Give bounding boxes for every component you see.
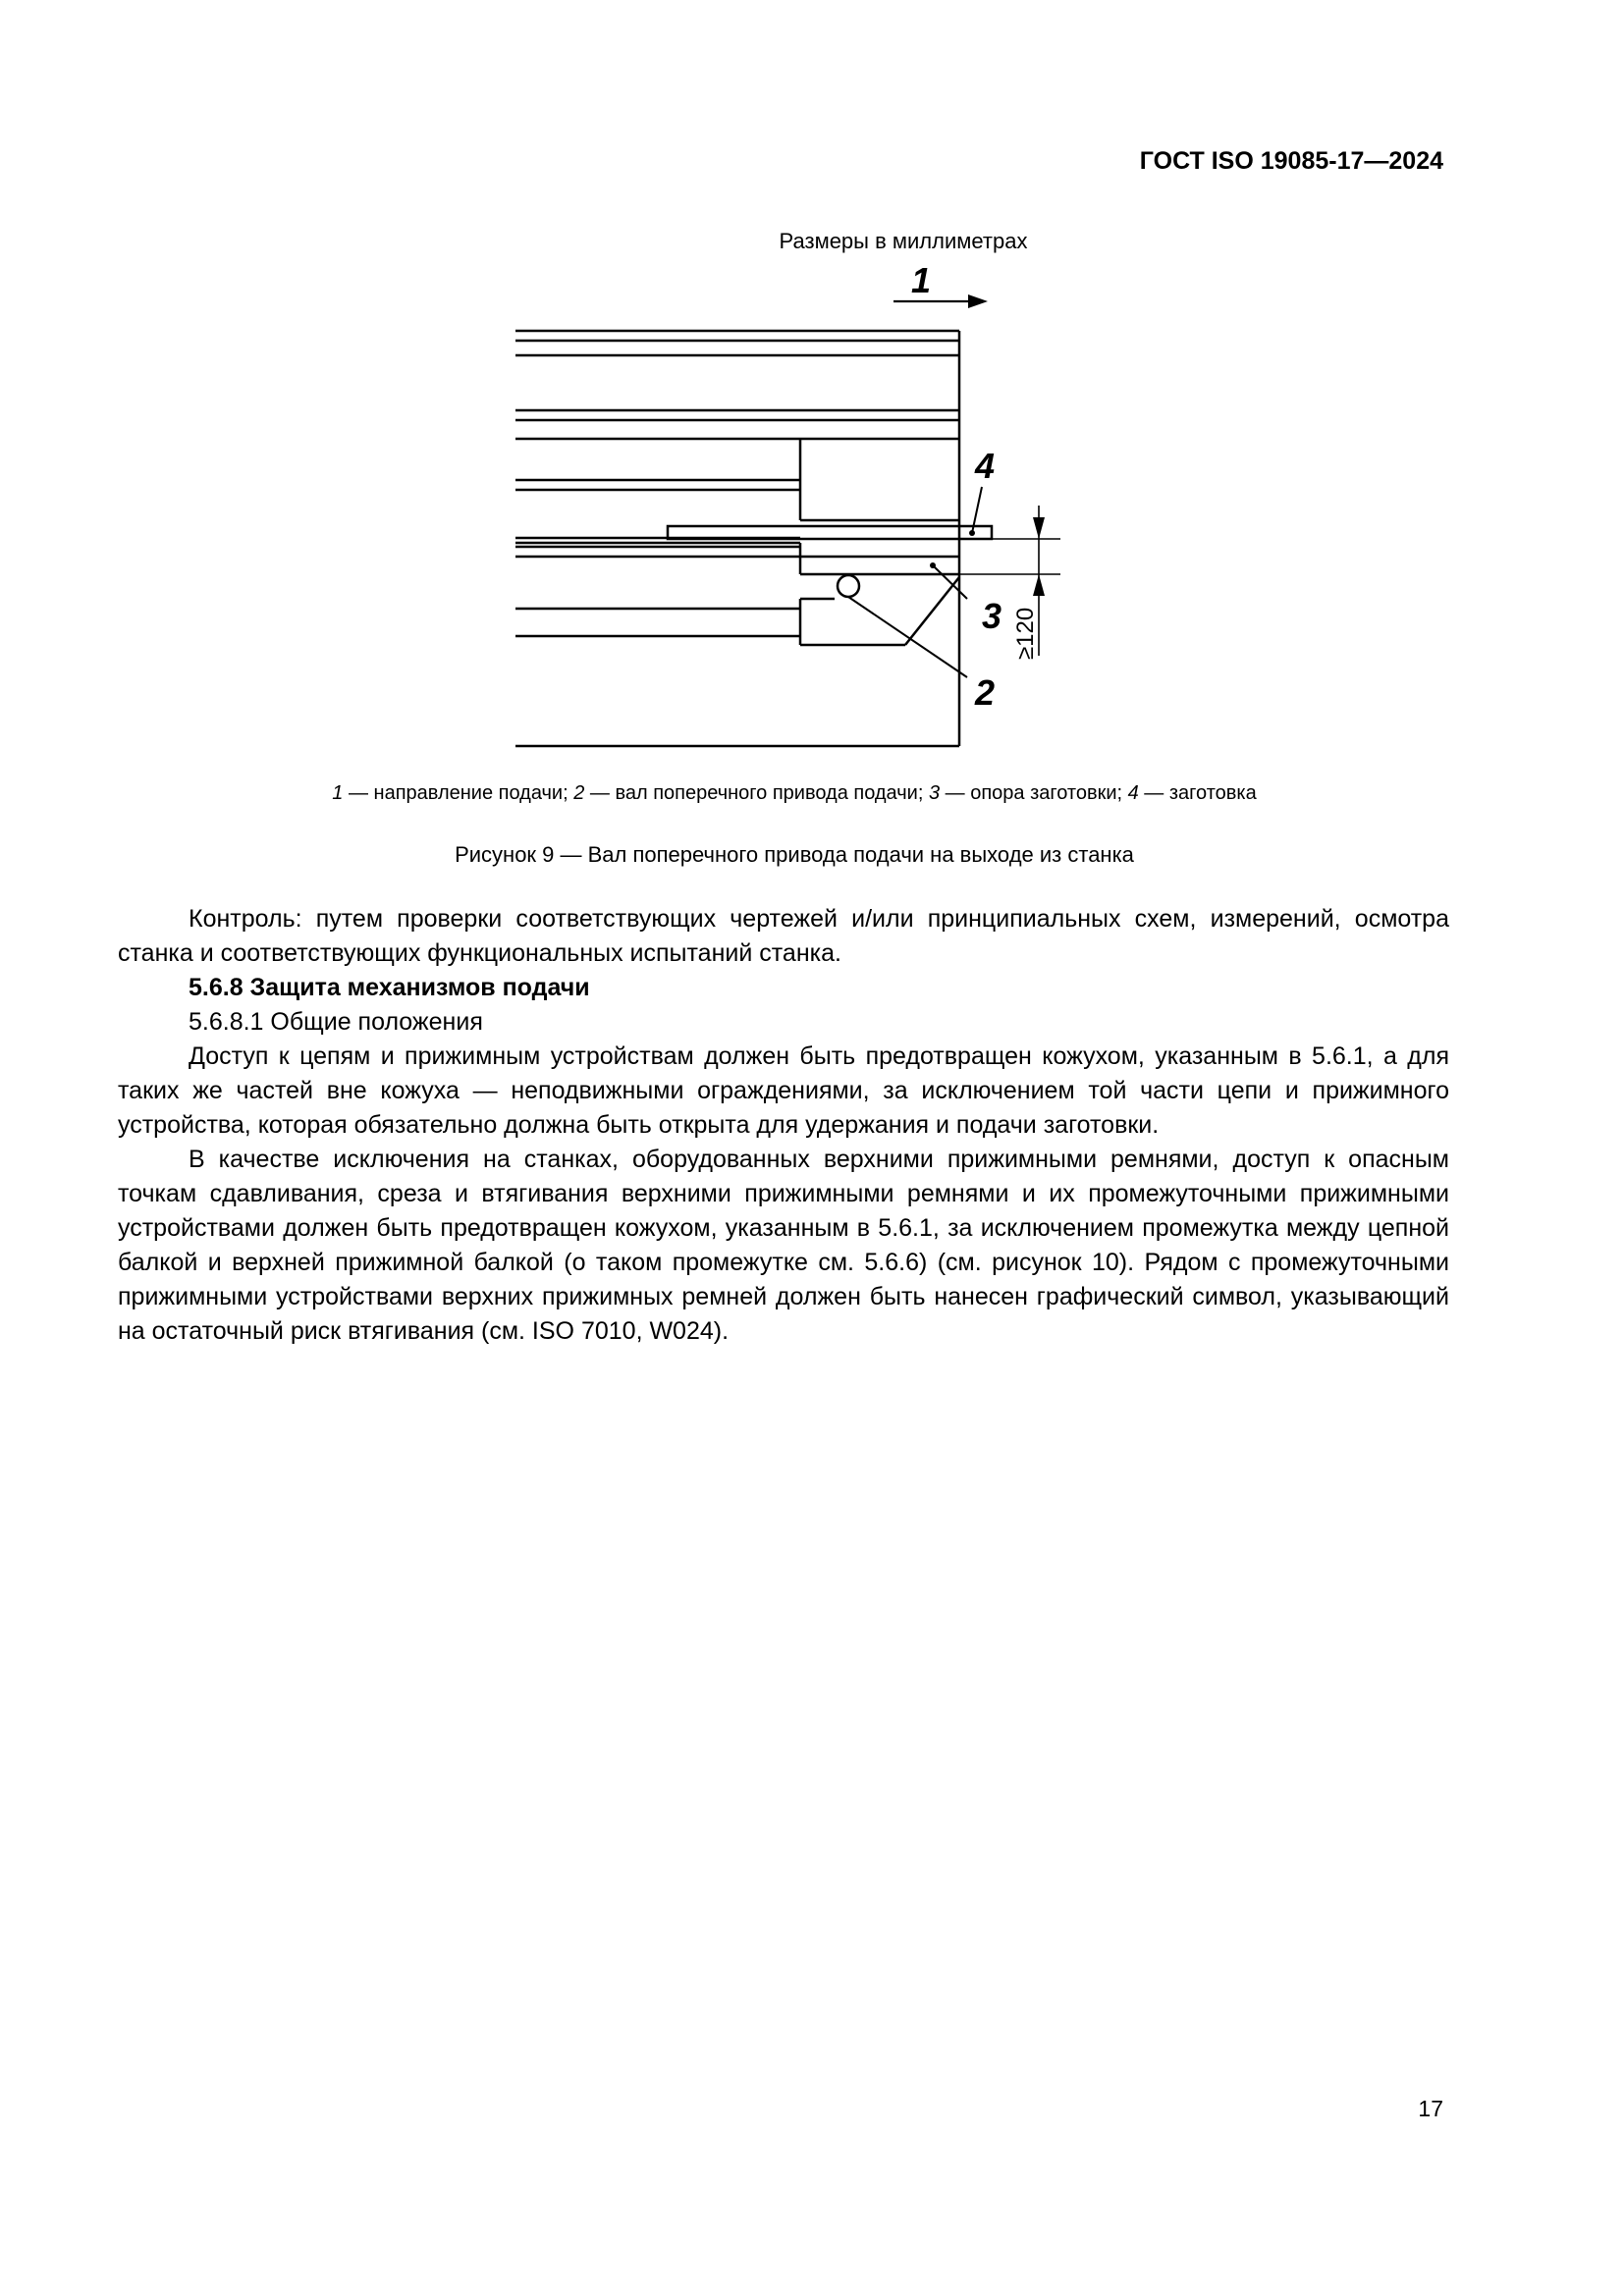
legend-text: — направление подачи; [343,782,574,804]
figure-label-1: 1 [911,260,932,300]
drive-housing-edge [905,577,959,645]
figure-label-4: 4 [975,446,996,486]
figure-label-3: 3 [982,596,1002,636]
figure-legend [137,782,1451,805]
body-text [118,902,1449,1349]
dim-arrowhead-top [1033,517,1045,539]
figure-label-2: 2 [975,672,996,713]
legend-text: — заготовка [1138,782,1257,804]
document-header: ГОСТ ISO 19085-17—2024 [1139,147,1443,175]
paragraph-exception: В качестве исключения на станках, оборудованных верхними прижимными ремнями, доступ к опасным точкам сдавливания, среза и втягивания верхними прижимными ремнями и их промежуточными прижимными устройствами должен быть предотвращен кожухом, указанным в 5.6.1, за исключением промежутка между цепной балкой и верхней прижимной балкой (о таком промежутке см. 5.6.6) (см. рисунок 10). Рядом с промежуточными прижимными устройствами верхних прижимных ремней должен быть нанесен графический символ, указывающий на остаточный риск втягивания (см. ISO 7010, W024). [118,1146,1449,1345]
legend-number: 3 [928,782,941,804]
leader-3-dot [930,562,936,568]
paragraph-control: Контроль: путем проверки соответствующих чертежей и/или принципиальных схем, измерений, осмотра станка и соответствующих функциональных испытаний станка. [118,905,1449,967]
page-number: 17 [1418,2096,1443,2121]
section-heading-5-6-8: 5.6.8 Защита механизмов подачи [189,974,590,1001]
dim-arrowhead-bottom [1033,574,1045,596]
figure-9-drawing [0,0,1624,785]
dimension-label: ≥120 [1012,607,1039,660]
subsection-heading-5-6-8-1: 5.6.8.1 Общие положения [189,1008,483,1036]
cross-feed-shaft [838,575,859,597]
figure-caption: Рисунок 9 — Вал поперечного привода подачи на выходе из станка [455,842,1134,867]
leader-3 [933,565,967,599]
legend-number: 4 [1127,782,1139,804]
legend-number: 2 [573,782,585,804]
leader-4-dot [969,530,975,536]
legend-number: 1 [332,782,344,804]
paragraph-access: Доступ к цепям и прижимным устройствам должен быть предотвращен кожухом, указанным в 5.6.1, а для таких же частей вне кожуха — неподвижными ограждениями, за исключением той части цепи и прижимного устройства, которая обязательно должна быть открыта для удержания и подачи заготовки. [118,1042,1449,1139]
leader-2 [848,597,967,677]
legend-text: — опора заготовки; [940,782,1128,804]
figure-units-note: Размеры в миллиметрах [779,229,1028,253]
feed-direction-arrowhead [968,294,988,308]
legend-text: — вал поперечного привода подачи; [584,782,929,804]
